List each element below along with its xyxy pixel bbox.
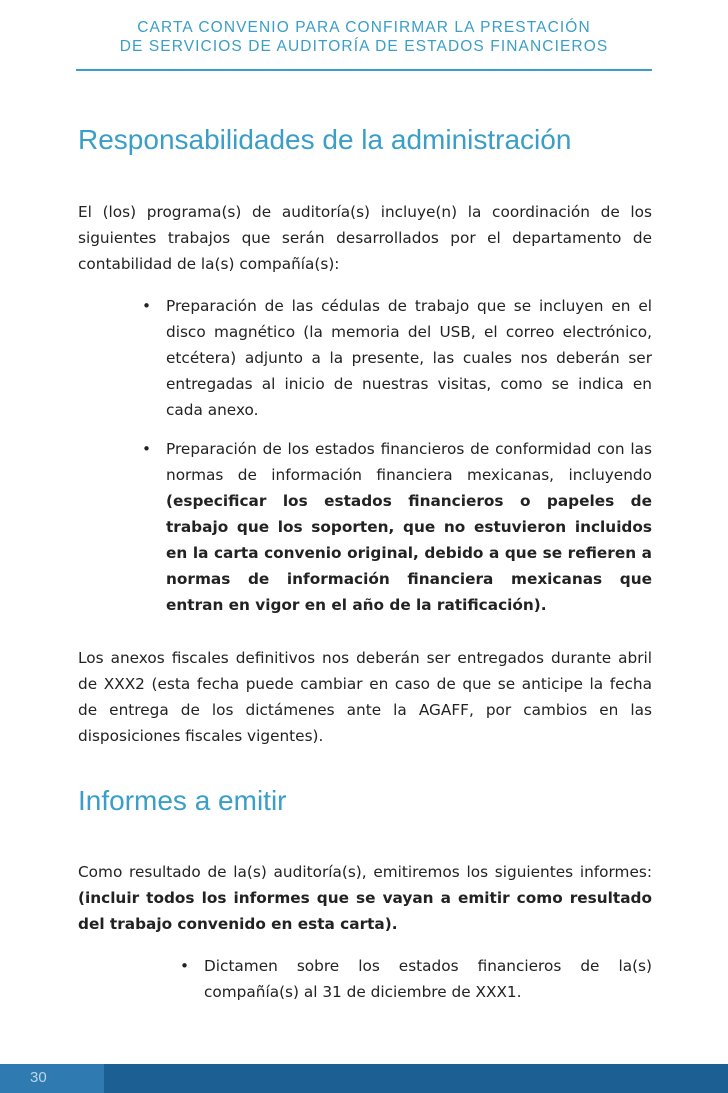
bullet-bold-text: (especificar los estados financieros o papeles de trabajo que los soporten, que no estuvieron incluidos en la carta convenio original, debido a que se refieren a normas de información financiera mexicanas que entran en vigor en el año de la ratificación). xyxy=(166,492,652,614)
section2-intro-bold: (incluir todos los informes que se vayan a emitir como resultado del trabajo convenido en esta carta). xyxy=(78,889,652,933)
section1-closing: Los anexos fiscales definitivos nos deberán ser entregados durante abril de XXX2 (esta fecha puede cambiar en caso de que se anticipe la fecha de entrega de los dictámenes ante la AGAFF, por cambios en las disposiciones fiscales vigentes). xyxy=(78,649,652,745)
header-line-1: CARTA CONVENIO PARA CONFIRMAR LA PRESTACIÓN xyxy=(137,19,591,36)
bullet-icon: • xyxy=(142,440,152,458)
bullet-text: Preparación de las cédulas de trabajo que se incluyen en el disco magnético (la memoria del USB, el correo electrónico, etcétera) adjunto a la presente, las cuales nos deberán ser entregadas al inicio de nuestras visitas, como se indica en cada anexo. xyxy=(166,297,652,419)
list-item xyxy=(180,953,652,1005)
section2-intro xyxy=(78,859,652,937)
page-footer xyxy=(0,1064,728,1093)
bullet-icon: • xyxy=(142,297,152,315)
section1-intro: El (los) programa(s) de auditoría(s) incluye(n) la coordinación de los siguientes trabajos que serán desarrollados por el departamento de contabilidad de la(s) compañía(s): xyxy=(78,203,652,273)
list-item xyxy=(142,293,652,423)
section-title-informes: Informes a emitir xyxy=(78,785,287,816)
bullet-text: Preparación de los estados financieros de conformidad con las normas de información financiera mexicanas, incluyendo xyxy=(166,440,652,484)
page-number-box xyxy=(0,1064,104,1093)
list-item xyxy=(142,436,652,618)
section-title-responsabilidades: Responsabilidades de la administración xyxy=(78,124,572,155)
page-number: 30 xyxy=(30,1069,47,1086)
bullet-text: Dictamen sobre los estados financieros de la(s) compañía(s) al 31 de diciembre de XXX1. xyxy=(204,957,652,1001)
section2-bullet-list xyxy=(180,953,652,1005)
bullet-icon: • xyxy=(180,957,190,975)
header-line-2: DE SERVICIOS DE AUDITORÍA DE ESTADOS FINANCIEROS xyxy=(119,38,609,55)
running-header xyxy=(76,18,652,56)
section1-bullet-list xyxy=(142,293,652,618)
header-divider xyxy=(76,69,652,71)
section2-intro-text: Como resultado de la(s) auditoría(s), emitiremos los siguientes informes: xyxy=(78,863,652,881)
